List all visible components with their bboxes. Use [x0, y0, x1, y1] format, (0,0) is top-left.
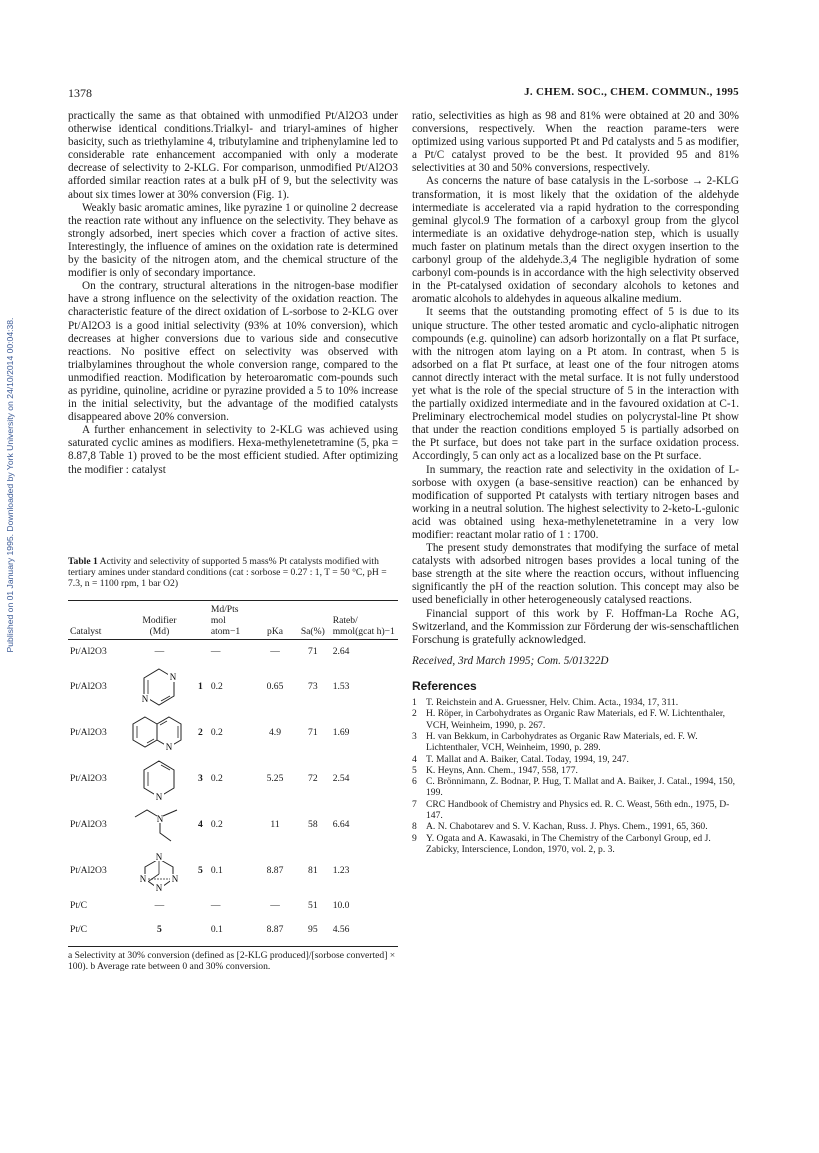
paragraph: Weakly basic aromatic amines, like pyrazine 1 or quinoline 2 decrease the reaction rate without any influence on the selectivity. They behave as strongly adsorbed, inert species which cover a fraction of active sites. Interestingly, the influence of amines on the oxidation rate is determined by the basicity of the nitrogen atom, and the chemical structure of the modifier is only of secondary importance. [68, 201, 398, 280]
cell-md: 0.2 [210, 773, 223, 785]
paragraph: It seems that the outstanding promoting effect of 5 is due to its unique structure. The other tested aromatic and cyclo-aliphatic nitrogen compounds (e.g. quinoline) can adsorb horizontally on a flat Pt surface, with the nitrogen atom laying on a Pt atom. In contrast, when 5 is adsorbed on a flat Pt surface, at least one of the four nitrogen atoms cannot directly interact with the metal surface. It is not fully understood yet what is the role of the special structure of 5 in the interaction with the partially oxidized intermediate and in the favoured oxidation at C-1. Preliminary electrochemical model studies on polycrystal-line Pt show that under the reaction conditions employed 5 is partially adsorbed on the Pt surface, but does not take part in the surface oxidation process. Accordingly, 5 can only act as a localized base on the Pt surface. [412, 306, 739, 463]
right-column [412, 110, 739, 855]
hexamethylenetetramine-structure [127, 848, 192, 894]
pyridine-structure [127, 756, 192, 802]
table-header [68, 600, 398, 640]
cell-pka: 4.9 [269, 727, 281, 739]
paragraph: The present study demonstrates that modifying the surface of metal catalysts with adsorbed nitrogen bases provides a local tuning of the base strength at the site where the reaction occurs, without influencing significantly the pH of the reaction solution. This concept may also be used beneficially in other heterogeneously catalysed reactions. [412, 542, 739, 607]
page-header [68, 86, 739, 102]
cell-md: 0.1 [210, 865, 223, 877]
received-date: Received, 3rd March 1995; Com. 5/01322D [412, 654, 609, 667]
reference-item: 3 H. van Bekkum, in Carbohydrates as Organic Raw Materials, ed. F. W. Lichtenthaler, VCH, Weinheim, 1990, p. 289. [412, 730, 698, 754]
cell-selectivity: 51 [308, 900, 318, 912]
pyrazine-structure-drawing [139, 666, 179, 708]
reference-item: 4 T. Mallat and A. Baiker, Catal. Today, 1994, 19, 247. [412, 753, 629, 765]
table-row [68, 640, 398, 664]
table-row [68, 918, 398, 942]
cell-md: 0.1 [210, 924, 223, 936]
cell-compound-number [192, 894, 209, 918]
cell-rate: 1.53 [332, 681, 350, 693]
reference-item: 2 H. Röper, in Carbohydrates as Organic Raw Materials, ed F. W. Lichtenthaler, VCH, Weinheim, 1990, p. 267. [412, 708, 726, 731]
cell-pka: 8.87 [266, 924, 284, 936]
reference-item: 9 Y. Ogata and A. Kawasaki, in The Chemistry of the Carbonyl Group, ed J. Zabicky, Interscience, London, 1970, vol. 2, p. 3. [412, 832, 711, 855]
hexamethylenetetramine-structure-drawing [135, 849, 183, 893]
cell-compound-number: 5 [198, 865, 203, 877]
cell-selectivity: 81 [308, 865, 318, 877]
cell-rate: 4.56 [332, 924, 350, 936]
header-rate: Rateb/ mmol(gcat h)−1 [332, 614, 395, 637]
references-list [412, 697, 739, 855]
svg-text:N: N [142, 693, 149, 704]
cell-modifier: 5 [157, 924, 162, 936]
table-caption [68, 556, 398, 590]
svg-text:N: N [170, 671, 177, 682]
cell-catalyst: Pt/Al2O3 [70, 865, 107, 877]
cell-selectivity: 73 [308, 681, 318, 693]
cell-pka: 0.65 [266, 681, 284, 693]
cell-compound-number: 4 [198, 819, 203, 831]
header-md-ratio: Md/Pts mol atom−1 [210, 603, 241, 637]
cell-rate: 1.69 [332, 727, 350, 739]
cell-md: 0.2 [210, 819, 223, 831]
table-caption-label: Table 1 [68, 556, 98, 567]
cell-md: 0.2 [210, 727, 223, 739]
cell-compound-number: 3 [198, 773, 203, 785]
cell-selectivity: 71 [308, 646, 318, 658]
table-row [68, 664, 398, 710]
reference-item: 1 T. Reichstein and A. Gruessner, Helv. Chim. Acta., 1934, 17, 311. [412, 697, 679, 709]
reference-item: 7 CRC Handbook of Chemistry and Physics ed. R. C. Weast, 56th edn., 1975, D-147. [412, 798, 730, 821]
cell-catalyst: Pt/Al2O3 [70, 727, 107, 739]
table-footnote: a Selectivity at 30% conversion (defined as [2-KLG produced]/[sorbose converted] × 100). b Average rate between 0 and 30% conversion. [68, 946, 398, 972]
cell-catalyst: Pt/Al2O3 [70, 819, 107, 831]
paragraph: On the contrary, structural alterations in the nitrogen-base modifier have a strong influence on the selectivity of the oxidation reaction. The characteristic feature of the direct oxidation of L-sorbose to 2-KLG over Pt/Al2O3 is a good initial selectivity (93% at 10% conversion), which decreases at higher conversions due to various side and consecutive reactions. No positive effect on selectivity was observed with trialbylamines throughout the whole conversion range, compared to the unmodified reaction. Modification by heteroaromatic com-pounds such as pyridine, quinoline, acridine or pyrazine provided a 5 to 10% increase in the initial selectivity, but the advantage of the modified catalysts disappeared above 20% conversion. [68, 280, 398, 424]
svg-text:N: N [172, 873, 179, 884]
svg-text:N: N [140, 873, 147, 884]
table-row [68, 802, 398, 848]
paragraph: In summary, the reaction rate and selectivity in the oxidation of L-sorbose with oxygen (a base-sensitive reaction) can be enhanced by modification of supported Pt catalysts with tertiary nitrogen bases and working in a neutral solution. The highest selectivity to 2-keto-L-gulonic acid was obtained using hexa-methylenetetramine in a very low modifier: reactant molar ratio of 1 : 1700. [412, 463, 739, 541]
table-row [68, 710, 398, 756]
cell-modifier: — [154, 900, 165, 912]
cell-rate: 1.23 [332, 865, 350, 877]
quinoline-structure [127, 710, 192, 756]
download-watermark [4, 290, 16, 680]
header-selectivity: Sa(%) [300, 625, 325, 637]
paragraph: A further enhancement in selectivity to 2-KLG was achieved using saturated cyclic amines as modifiers. Hexa-methylenetetramine (5, pka = 8.87,8 Table 1) proved to be the most efficient studied. After optimizing the modifier : catalyst [68, 424, 398, 476]
pyrazine-structure [127, 664, 192, 710]
cell-pka: 11 [270, 819, 280, 831]
cell-rate: 10.0 [332, 900, 350, 912]
cell-pka: — [270, 900, 280, 912]
cell-compound-number [192, 640, 209, 664]
table-caption-text: Activity and selectivity of supported 5 mass% Pt catalysts modified with tertiary amines under standard conditions (cat : sorbose = 0.27 : 1, T = 50 °C, pH = 7.3, n = 1100 rpm, 1 bar O2) [68, 556, 387, 590]
cell-compound-number: 2 [198, 727, 203, 739]
cell-pka: — [270, 646, 280, 658]
paragraph: ratio, selectivities as high as 98 and 81% were obtained at 20 and 30% conversions, respectively. When the reaction parame-ters were optimized using various supported Pt and Pd catalysts and 5 as modifier, a Pt/C catalyst proved to be the best. It provided 95 and 81% selectivities at 30 and 50% conversions, respectively. [412, 110, 739, 175]
cell-rate: 2.54 [332, 773, 350, 785]
paragraph: As concerns the nature of base catalysis in the L-sorbose → 2-KLG transformation, it is most likely that the oxidation of the aldehyde intermediate is accelerated via a rapid hydration to the corresponding geminal glycol.9 The formation of a carboxyl group from the glycol intermediate is an oxidative dehydroge-nation step, which is usually much faster on platinum metals than the direct oxygen insertion to the carbonyl group of the aldehyde.3,4 The negligible hydration of some carbonyl com-pounds is in accordance with the high selectivity observed in the Pt-catalysed oxidation of secondary alcohols to ketones and aromatic alcohols to aldehydes in aqueous alkaline medium. [412, 175, 739, 306]
cell-catalyst: Pt/Al2O3 [70, 773, 107, 785]
cell-selectivity: 95 [308, 924, 318, 936]
cell-compound-number: 1 [198, 681, 203, 693]
svg-text:N: N [157, 813, 164, 824]
cell-catalyst: Pt/C [70, 924, 88, 936]
references-heading: References [412, 678, 477, 693]
cell-md: — [210, 900, 221, 912]
table-row [68, 848, 398, 894]
cell-modifier: — [154, 646, 165, 658]
cell-selectivity: 58 [308, 819, 318, 831]
cell-md: — [210, 646, 221, 658]
header-modifier: Modifier (Md) [142, 614, 177, 637]
cell-rate: 6.64 [332, 819, 350, 831]
triethylamine-structure-drawing [133, 805, 185, 845]
table-row [68, 756, 398, 802]
paragraph: Financial support of this work by F. Hoffman-La Roche AG, Switzerland, and the Kommission zur Förderung der wis-senschaftlichen Forschung is gratefully acknowledged. [412, 607, 739, 646]
pyridine-structure-drawing [139, 758, 179, 800]
header-pka: pKa [267, 625, 283, 637]
download-watermark-text: Published on 01 January 1995. Downloaded by York University on 24/10/2014 00:04:38. [5, 317, 15, 653]
cell-catalyst: Pt/Al2O3 [70, 681, 107, 693]
table-row [68, 894, 398, 918]
cell-catalyst: Pt/Al2O3 [70, 646, 107, 658]
cell-selectivity: 72 [308, 773, 318, 785]
header-catalyst: Catalyst [70, 625, 102, 637]
cell-rate: 2.64 [332, 646, 350, 658]
cell-md: 0.2 [210, 681, 223, 693]
svg-text:N: N [156, 851, 163, 862]
cell-pka: 5.25 [266, 773, 284, 785]
cell-pka: 8.87 [266, 865, 284, 877]
page-number: 1378 [68, 86, 92, 100]
left-column [68, 110, 398, 477]
reference-item: 6 C. Brönnimann, Z. Bodnar, P. Hug, T. Mallat and A. Baiker, J. Catal., 1994, 150, 199. [412, 776, 736, 799]
quinoline-structure-drawing [130, 713, 188, 753]
table-body [68, 640, 398, 942]
triethylamine-structure [127, 802, 192, 848]
table-1 [68, 556, 398, 972]
reference-item: 5 K. Heyns, Ann. Chem., 1947, 558, 177. [412, 764, 578, 776]
paragraph: practically the same as that obtained with unmodified Pt/Al2O3 under otherwise identical conditions.Trialkyl- and triaryl-amines of higher basicity, such as triethylamine 4, tributylamine and triphenylamine led to considerable rate enhancement accompanied with only a moderate decrease of selectivity to 2-KLG. For comparison, unmodified Pt/Al2O3 afforded similar reaction rates at a bulk pH of 9, but the selectivity was about six times lower at 30% conversion (Fig. 1). [68, 110, 398, 201]
reference-item: 8 A. N. Chabotarev and S. V. Kachan, Russ. J. Phys. Chem., 1991, 65, 360. [412, 821, 708, 833]
cell-selectivity: 71 [308, 727, 318, 739]
svg-text:N: N [166, 741, 173, 752]
svg-text:N: N [156, 791, 163, 800]
journal-title: J. CHEM. SOC., CHEM. COMMUN., 1995 [524, 86, 739, 98]
svg-text:N: N [156, 882, 163, 893]
cell-compound-number [192, 918, 209, 942]
cell-catalyst: Pt/C [70, 900, 88, 912]
